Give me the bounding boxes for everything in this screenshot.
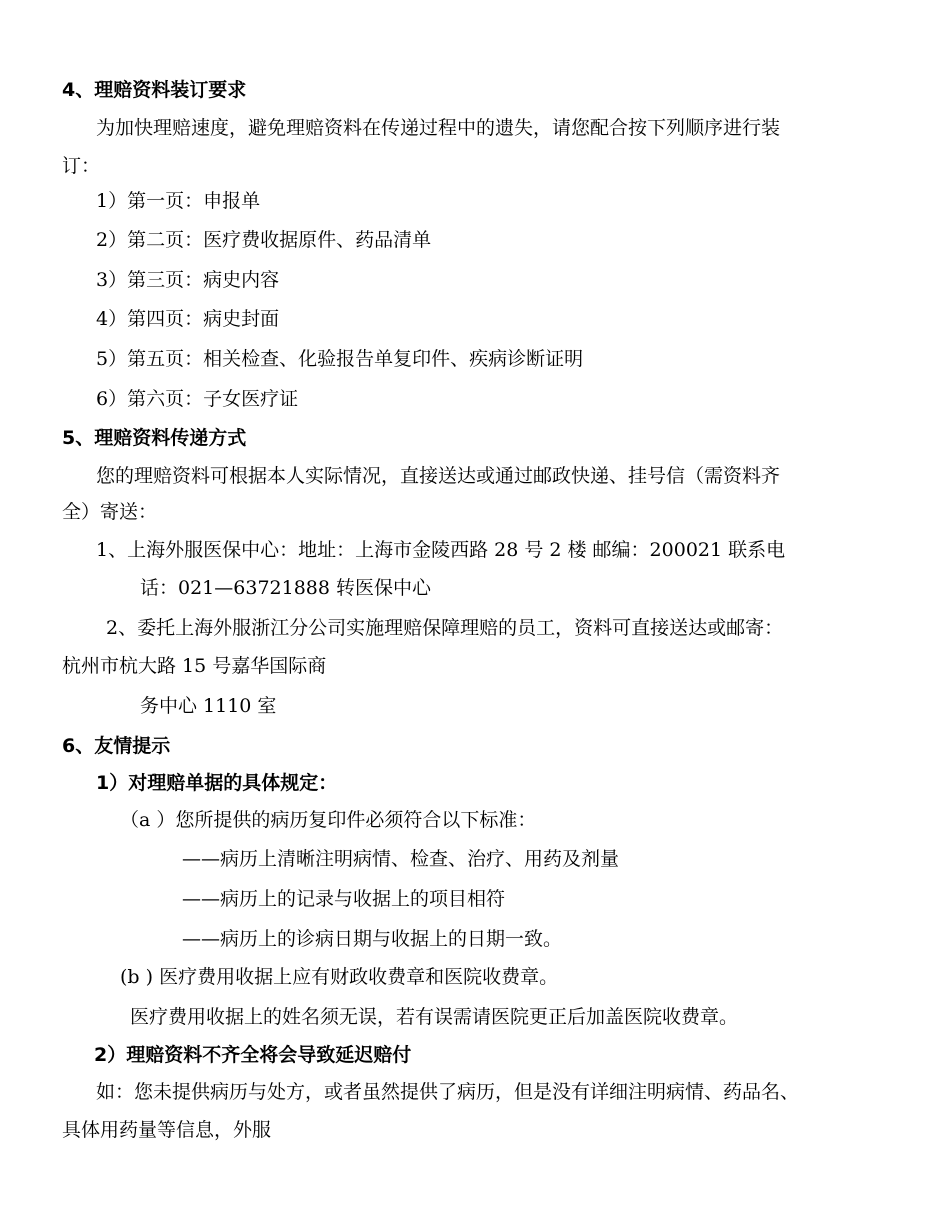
delivery-item-2-line-3: 务中心 1110 室	[140, 695, 277, 717]
delivery-item-2-line-1: 2、委托上海外服浙江分公司实施理赔保障理赔的员工，资料可直接送达或邮寄：	[106, 617, 784, 639]
binding-order-item-4: 4）第四页：病史封面	[96, 308, 280, 330]
rule-b-note: 医疗费用收据上的姓名须无误，若有误需请医院更正后加盖医院收费章。	[130, 1006, 739, 1028]
binding-order-item-5: 5）第五页：相关检查、化验报告单复印件、疾病诊断证明	[96, 348, 584, 370]
subsection-2-line-2: 具体用药量等信息，外服	[62, 1119, 272, 1141]
medical-record-standard-3: ——病历上的诊病日期与收据上的日期一致。	[182, 928, 563, 950]
delivery-item-1-line-2: 话：021—63721888 转医保中心	[140, 577, 432, 599]
rule-a-line: （a ）您所提供的病历复印件必须符合以下标准：	[120, 809, 537, 831]
subsection-1-heading: 1）对理赔单据的具体规定：	[96, 772, 338, 794]
section-4-heading: 4、理赔资料装订要求	[62, 79, 247, 101]
section-5-intro-line-2: 全）寄送：	[62, 501, 158, 523]
section-4-intro-line-1: 为加快理赔速度，避免理赔资料在传递过程中的遗失，请您配合按下列顺序进行装	[96, 117, 781, 139]
section-6-heading: 6、友情提示	[62, 735, 171, 757]
medical-record-standard-1: ——病历上清晰注明病情、检查、治疗、用药及剂量	[182, 848, 620, 870]
medical-record-standard-2: ——病历上的记录与收据上的项目相符	[182, 888, 506, 910]
subsection-2-heading: 2）理赔资料不齐全将会导致延迟赔付	[94, 1044, 412, 1066]
delivery-item-2-line-2: 杭州市杭大路 15 号嘉华国际商	[62, 655, 327, 677]
section-4-intro-line-2: 订：	[62, 155, 101, 177]
subsection-2-line-1: 如：您未提供病历与处方，或者虽然提供了病历，但是没有详细注明病情、药品名、	[96, 1081, 800, 1103]
binding-order-item-6: 6）第六页：子女医疗证	[96, 388, 299, 410]
binding-order-item-1: 1）第一页：申报单	[96, 190, 261, 212]
rule-b-line: (b ) 医疗费用收据上应有财政收费章和医院收费章。	[120, 966, 559, 988]
section-5-heading: 5、理赔资料传递方式	[62, 427, 247, 449]
binding-order-item-2: 2）第二页：医疗费收据原件、药品清单	[96, 229, 432, 251]
binding-order-item-3: 3）第三页：病史内容	[96, 269, 280, 291]
section-5-intro-line-1: 您的理赔资料可根据本人实际情况，直接送达或通过邮政快递、挂号信（需资料齐	[96, 465, 781, 487]
delivery-item-1-line-1: 1、上海外服医保中心：地址：上海市金陵西路 28 号 2 楼 邮编：200021 联系电	[96, 539, 786, 561]
